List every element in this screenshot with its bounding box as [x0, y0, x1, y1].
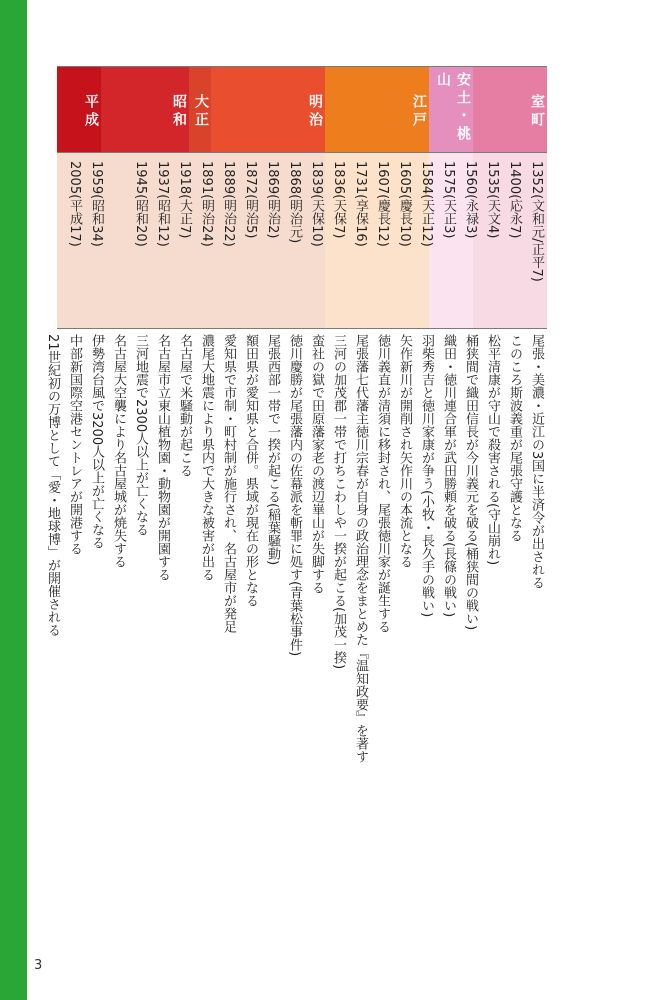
row-event: このころ斯波義重が尾張守護となる	[507, 334, 522, 542]
era-header-edo: 江戸	[325, 66, 429, 152]
timeline-row	[327, 66, 349, 670]
row-year: 1891(明治24)	[199, 161, 214, 247]
era-header-heisei: 平成	[57, 66, 101, 152]
timeline-row	[371, 66, 393, 634]
row-year: 1868(明治元)	[287, 161, 302, 244]
era-header-azuchi: 安土・桃山	[429, 66, 473, 152]
row-event: 徳川義直が清須に移封され、尾張徳川家が誕生する	[375, 334, 390, 633]
row-year: 1839(天保10)	[309, 161, 324, 247]
row-event: 濃尾大地震により県内で大きな被害が出る	[199, 334, 214, 581]
era-header-showa: 昭和	[101, 66, 189, 152]
row-year: 1937(昭和12)	[155, 161, 170, 247]
row-year: 1959(昭和34)	[89, 161, 104, 247]
timeline-row	[63, 66, 85, 634]
row-event: 尾張西部一帯で一揆が起こる(稲葉騒動)	[265, 334, 280, 566]
row-event: 伊勢湾台風で3200人以上が亡くなる	[89, 334, 104, 550]
era-header-muromachi: 室町	[473, 66, 547, 152]
row-year: 1836(天保7)	[331, 161, 346, 239]
timeline-row	[195, 66, 217, 634]
row-year: 2005(平成17)	[67, 161, 82, 247]
timeline-row	[283, 66, 305, 657]
timeline-row	[217, 66, 239, 634]
era-header-meiji: 明治	[211, 66, 325, 152]
page-number: 3	[34, 958, 43, 973]
row-year: 1889(明治22)	[221, 161, 236, 247]
row-event: 矢作新川が開削され矢作川の本流となる	[397, 334, 412, 568]
timeline-row	[481, 66, 503, 634]
row-year: 1872(明治5)	[243, 161, 258, 239]
side-color-bar	[0, 0, 27, 1000]
row-event: 桶狭間で織田信長が今川義元を破る(桶狭間の戦い)	[463, 334, 478, 631]
row-event: 額田県が愛知県と合併。県域が現在の形となる	[243, 334, 258, 607]
row-year: 1918(大正7)	[177, 161, 192, 239]
row-event: 愛知県で市制・町村制が施行され、名古屋市が発足	[221, 334, 236, 633]
row-event: 名古屋で米騒動が起こる	[177, 334, 192, 477]
timeline-row	[503, 66, 525, 634]
row-event: 三河の加茂郡一帯で打ちこわしや一揆が起こる(加茂一揆)	[331, 334, 346, 670]
row-year: 1607(慶長12)	[375, 161, 390, 247]
row-event: 尾張藩七代藩主徳川宗春が自身の政治理念をまとめた『温知政要』を著す	[353, 334, 368, 763]
timeline-row	[349, 66, 371, 763]
row-year: 1731(享保16)	[353, 161, 368, 247]
row-event: 羽柴秀吉と徳川家康が争う(小牧・長久手の戦い)	[419, 334, 434, 618]
timeline-row	[261, 66, 283, 634]
timeline-row	[85, 66, 107, 634]
history-timeline	[45, 66, 547, 763]
timeline-row	[173, 66, 195, 634]
row-event: 織田・徳川連合軍が武田勝頼を破る(長篠の戦い)	[441, 334, 456, 618]
row-year: 1400(応永7)	[507, 161, 522, 239]
row-event: 名古屋市立東山植物園・動物園が開園する	[155, 334, 170, 581]
timeline-row	[393, 66, 415, 634]
row-year: 1560(永禄3)	[463, 161, 478, 239]
row-event: 中部新国際空港セントレアが開港する	[67, 334, 82, 555]
timeline-row	[305, 66, 327, 634]
timeline-row	[107, 66, 129, 634]
timeline-row	[415, 66, 437, 634]
timeline-row	[437, 66, 459, 634]
row-event: 名古屋大空襲により名古屋城が焼失する	[111, 334, 126, 568]
row-event: 徳川慶勝が尾張藩内の佐幕派を斬罪に処す(青葉松事件)	[287, 334, 302, 657]
row-year: 1584(天正12)	[419, 161, 434, 247]
row-event: 松平清康が守山で殺害される(守山崩れ)	[485, 334, 500, 566]
row-year: 1945(昭和20)	[133, 161, 148, 247]
row-year: 1605(慶長10)	[397, 161, 412, 247]
row-year: 1352(文和元/正平7)	[529, 161, 544, 282]
row-year: 1575(天正3)	[441, 161, 456, 239]
timeline-row	[151, 66, 173, 634]
timeline-row	[129, 66, 151, 634]
row-year: 1869(明治2)	[265, 161, 280, 239]
row-event: 蛮社の獄で田原藩家老の渡辺崋山が失脚する	[309, 334, 324, 594]
timeline-row	[459, 66, 481, 634]
timeline-row	[525, 66, 547, 634]
row-event: 尾張・美濃・近江の3国に半済令が出される	[529, 334, 544, 590]
row-event: 21世紀初の万博として「愛・地球博」が開催される	[45, 334, 60, 637]
row-year: 1535(天文4)	[485, 161, 500, 239]
timeline-row	[41, 66, 63, 637]
era-header-taisho: 大正	[189, 66, 211, 152]
row-event: 三河地震で2300人以上が亡くなる	[133, 334, 148, 537]
timeline-row	[239, 66, 261, 634]
